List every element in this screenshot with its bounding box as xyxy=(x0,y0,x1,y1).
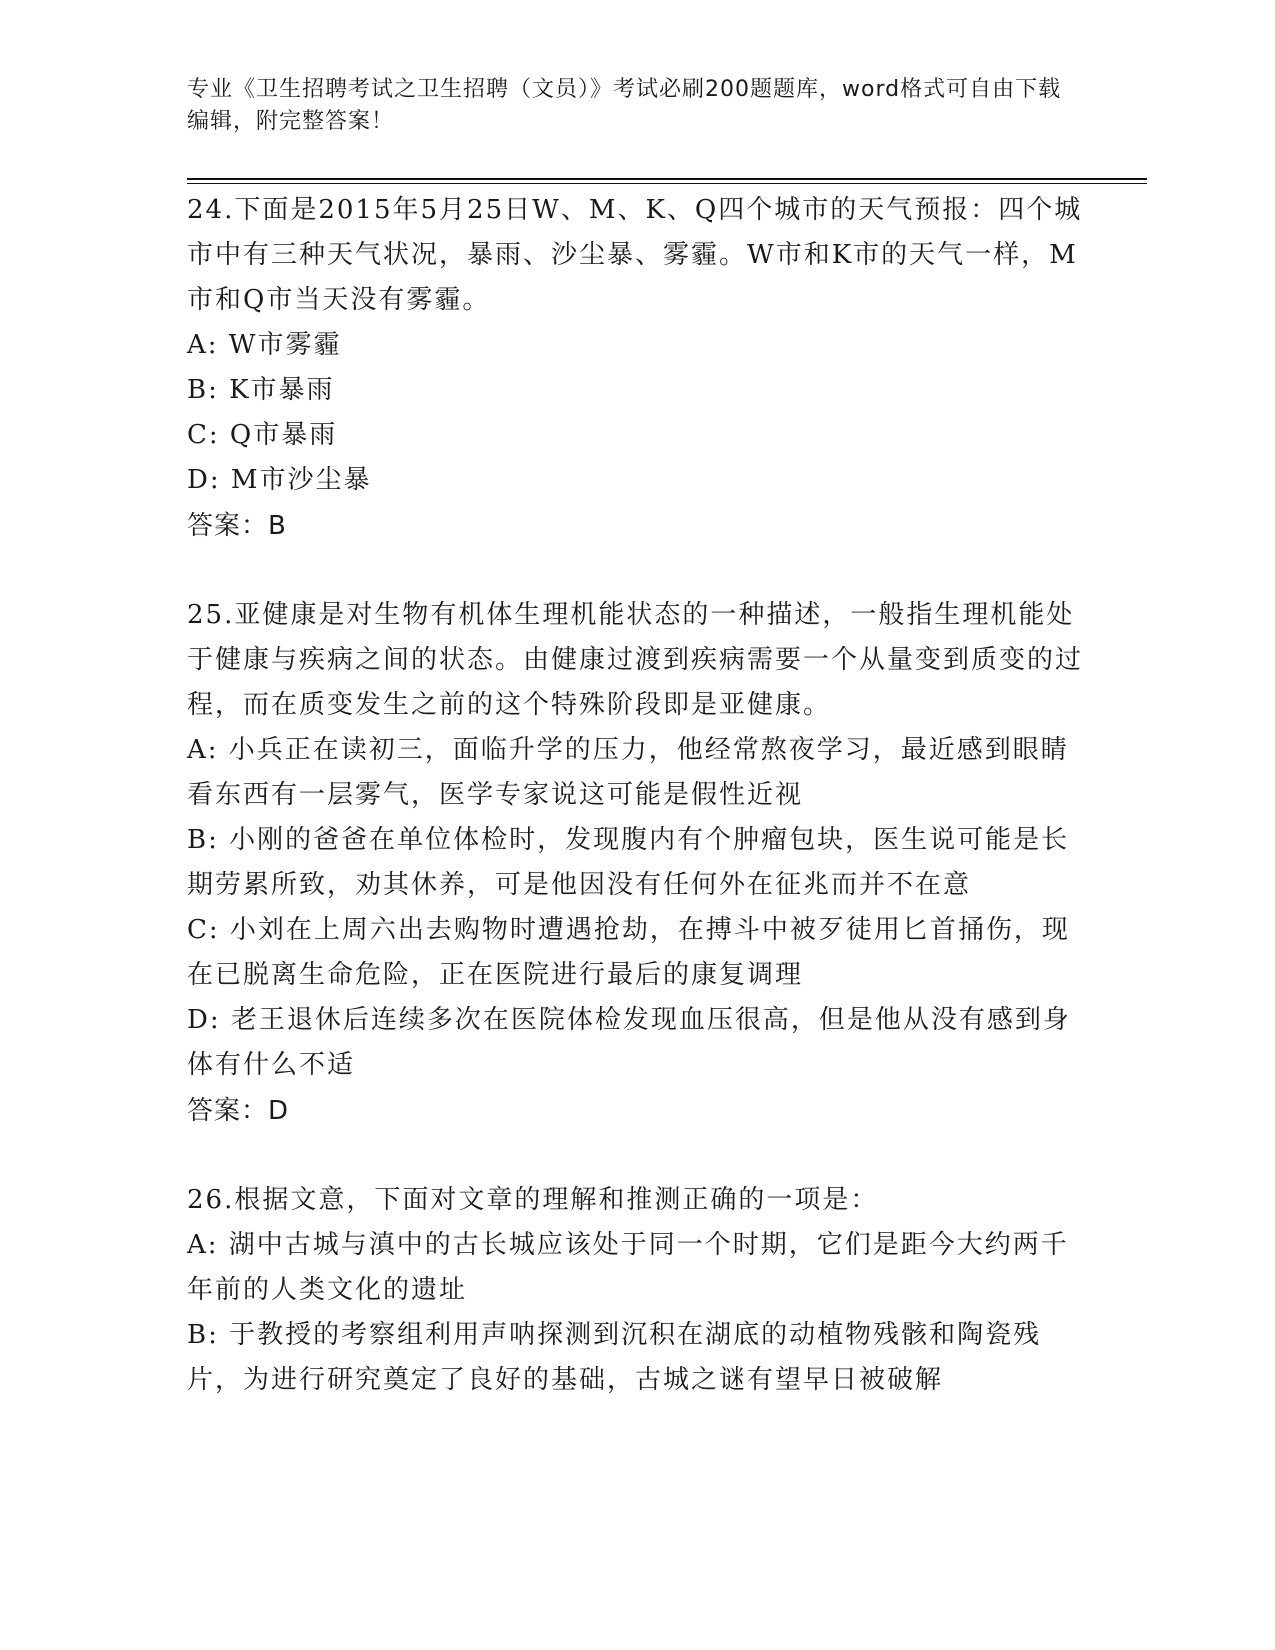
answer-label: 答案：B xyxy=(187,511,287,541)
question-stem: 24.下面是2015年5月25日W、M、K、Q四个城市的天气预报：四个城市中有三种天气状况，暴雨、沙尘暴、雾霾。W市和K市的天气一样，M市和Q市当天没有雾霾。 xyxy=(187,195,1083,315)
question-spacer xyxy=(187,1134,1087,1178)
option-c: C: 小刘在上周六出去购物时遭遇抢劫，在搏斗中被歹徒用匕首捅伤，现在已脱离生命危险，正在医院进行最后的康复调理 xyxy=(187,915,1070,990)
option-a: A: 湖中古城与滇中的古长城应该处于同一个时期，它们是距今大约两千年前的人类文化的遗址 xyxy=(187,1230,1069,1305)
option-a: A: 小兵正在读初三，面临升学的压力，他经常熬夜学习，最近感到眼睛看东西有一层雾气，医学专家说这可能是假性近视 xyxy=(187,735,1069,810)
option-c: C: Q市暴雨 xyxy=(187,420,338,450)
question-stem: 26.根据文意，下面对文章的理解和推测正确的一项是： xyxy=(187,1185,879,1215)
option-b: B: 小刚的爸爸在单位体检时，发现腹内有个肿瘤包块，医生说可能是长期劳累所致，劝其休养，可是他因没有任何外在征兆而并不在意 xyxy=(187,825,1070,900)
question-25 xyxy=(187,593,1087,1134)
option-d: D: M市沙尘暴 xyxy=(187,465,372,495)
question-24 xyxy=(187,188,1087,549)
option-a: A: W市雾霾 xyxy=(187,330,342,360)
question-spacer xyxy=(187,549,1087,593)
option-d: D: 老王退休后连续多次在医院体检发现血压很高，但是他从没有感到身体有什么不适 xyxy=(187,1005,1071,1080)
answer-label: 答案：D xyxy=(187,1096,290,1126)
question-stem: 25.亚健康是对生物有机体生理机能状态的一种描述，一般指生理机能处于健康与疾病之间的状态。由健康过渡到疾病需要一个从量变到质变的过程，而在质变发生之前的这个特殊阶段即是亚健康。 xyxy=(187,600,1084,720)
header-divider xyxy=(187,178,1147,184)
question-list xyxy=(187,188,1087,1403)
option-b: B: 于教授的考察组利用声呐探测到沉积在湖底的动植物残骸和陶瓷残片，为进行研究奠定了良好的基础，古城之谜有望早日被破解 xyxy=(187,1320,1042,1395)
document-header: 专业《卫生招聘考试之卫生招聘（文员）》考试必刷200题题库，word格式可自由下载编辑，附完整答案！ xyxy=(187,77,1062,134)
option-b: B: K市暴雨 xyxy=(187,375,335,405)
question-26 xyxy=(187,1178,1087,1403)
